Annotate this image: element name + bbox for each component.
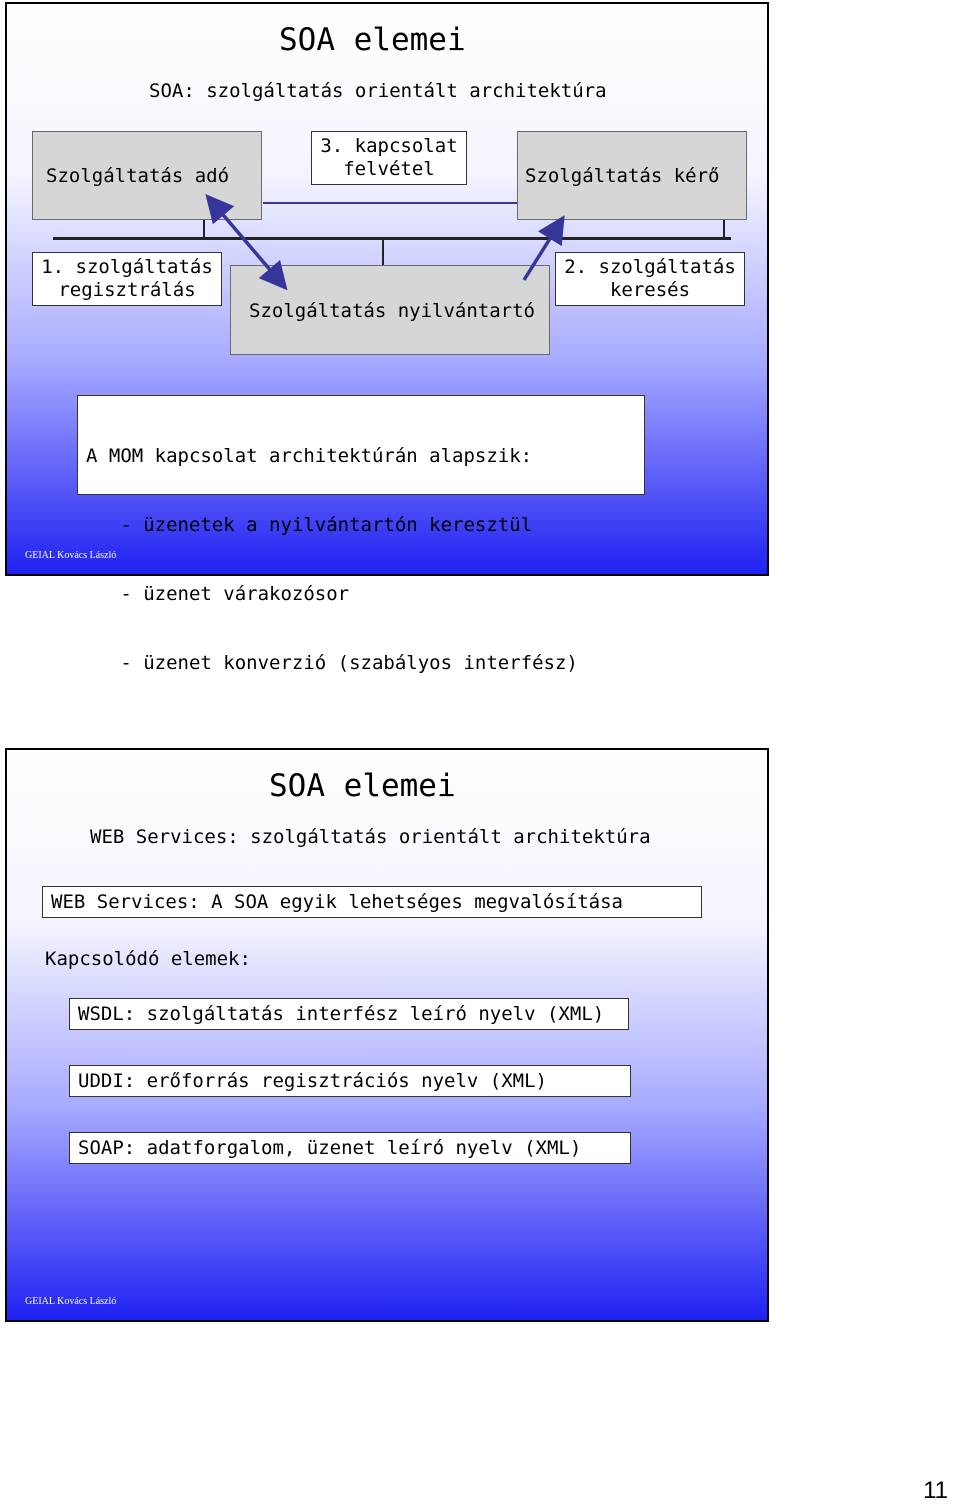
mom-line-3: - üzenet várakozósor — [86, 583, 350, 605]
search-line-1: 2. szolgáltatás — [564, 256, 736, 278]
register-line-2: regisztrálás — [58, 279, 196, 301]
web-services-box — [42, 886, 702, 918]
slide-footer: GEIAL Kovács László — [25, 1296, 117, 1307]
mom-line-2: - üzenetek a nyilvántartón keresztül — [86, 514, 533, 536]
connect-line-1: 3. kapcsolat — [320, 135, 458, 157]
mom-line-1: A MOM kapcsolat architektúrán alapszik: — [86, 445, 533, 467]
mom-box — [77, 395, 645, 674]
slide-2 — [5, 748, 769, 1322]
register-arrow — [219, 210, 283, 285]
search-arrow — [524, 221, 561, 280]
connect-line-2: felvétel — [343, 158, 435, 180]
uddi-label: UDDI: erőforrás regisztrációs nyelv (XML) — [78, 1070, 547, 1092]
registry-label: Szolgáltatás nyilvántartó — [249, 300, 535, 322]
slide-title: SOA elemei — [269, 768, 456, 804]
service-provider-label: Szolgáltatás adó — [46, 165, 230, 187]
page-number: 11 — [923, 1477, 948, 1504]
wsdl-box — [69, 998, 629, 1030]
related-elements-label: Kapcsolódó elemek: — [45, 948, 251, 970]
search-line-2: keresés — [609, 279, 691, 301]
service-consumer-label: Szolgáltatás kérő — [525, 165, 720, 187]
slide-title: SOA elemei — [279, 22, 466, 58]
soap-label: SOAP: adatforgalom, üzenet leíró nyelv (XML) — [78, 1137, 582, 1159]
slide-subtitle: SOA: szolgáltatás orientált architektúra — [149, 80, 607, 102]
mom-line-4: - üzenet konverzió (szabályos interfész) — [86, 652, 578, 674]
register-line-1: 1. szolgáltatás — [41, 256, 213, 278]
slide-subtitle: WEB Services: szolgáltatás orientált architektúra — [90, 826, 651, 848]
uddi-box — [69, 1065, 631, 1097]
wsdl-label: WSDL: szolgáltatás interfész leíró nyelv (XML) — [78, 1003, 605, 1025]
soap-box — [69, 1132, 631, 1164]
slide-1 — [5, 2, 769, 674]
web-services-label: WEB Services: A SOA egyik lehetséges megvalósítása — [51, 891, 623, 913]
slide-footer: GEIAL Kovács László — [25, 550, 117, 561]
